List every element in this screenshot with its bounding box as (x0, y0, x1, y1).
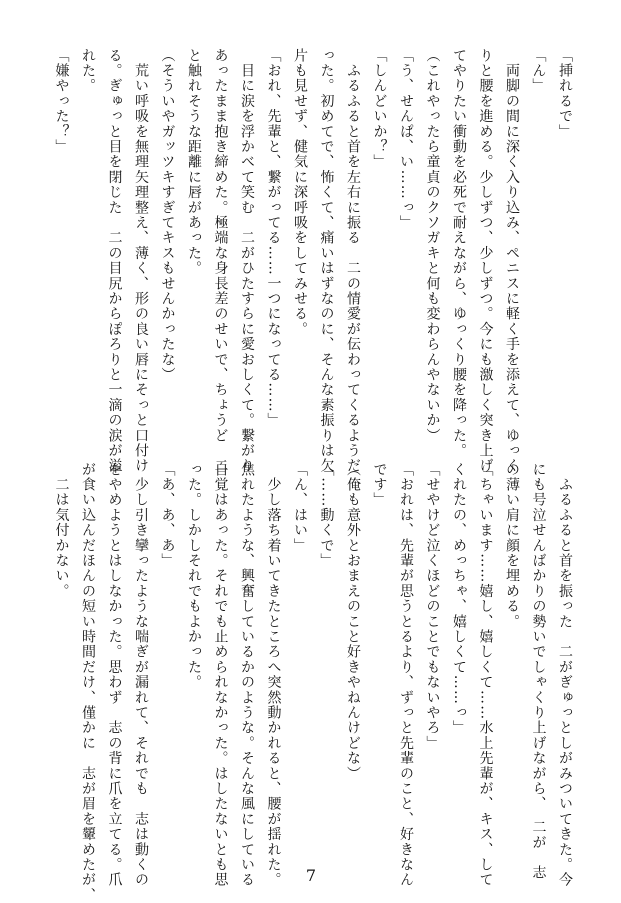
text-column: 少し引き攣ったような喘ぎが漏れて、それでも 志は動くの (133, 462, 149, 888)
text-column: 目に涙を浮かべて笑む 二がひたすらに愛おしくて。繋がり (239, 48, 255, 474)
text-column: （これやったら童貞のクソガキと何も変わらんやないか） (424, 48, 441, 444)
text-column: 「挿れるで」 (557, 48, 573, 140)
text-column: です」 (371, 462, 388, 508)
text-column: 荒い呼吸を無理矢理整え、薄く、形の良い唇にそっと口付け (133, 48, 149, 474)
text-column: 「ん」 (530, 48, 547, 94)
text-column: 「せやけど泣くほどのことでもないやろ」 (424, 462, 441, 751)
text-column: の薄い肩に顔を埋める。 (504, 462, 520, 630)
text-column: 片も見せず、健気に深呼吸をしてみせる。 (292, 48, 308, 337)
text-column: 「う、せんぱ、い……っ」 (398, 48, 414, 231)
text-column: 少し落ち着いてきたところへ突然動かれると、腰が揺れた。 (265, 462, 282, 888)
text-column: 「ん、はい」 (292, 462, 308, 554)
text-column: をやめようとはしなかった。思わず 志の背に爪を立てる。爪 (106, 462, 123, 888)
text-column: ふるふると首を振った 二がぎゅっとしがみついてきた。今 (557, 462, 573, 888)
text-column: （そういやガッツキすぎてキスもせんかったな） (159, 48, 176, 383)
text-column: る。ぎゅっと目を閉じた 二の目尻からぽろりと一滴の涙が溢 (106, 48, 123, 474)
text-column: 「嫌やった？」 (53, 48, 70, 155)
text-column: れた。 (80, 48, 96, 94)
text-column: った。しかしそれでもよかった。 (186, 462, 202, 690)
text-column: てやりたい衝動を必死で耐えながら、ゆっくり腰を降った。 (451, 48, 467, 459)
text-column: 自覚はあった。それでも止められなかった。はしたないとも思 (212, 462, 229, 888)
text-column: （俺も意外とおまえのこと好きやねんけどな） (345, 462, 361, 782)
text-column: 「おれ、先輩と、繋がってる……一つになってる……」 (265, 48, 282, 428)
text-column: 焦れたような、興奮しているかのような。そんな風にしている (239, 462, 255, 888)
text-column: 「……動くで」 (318, 462, 335, 569)
text-column: った。初めてで、怖くて、痛いはずなのに、そんな素振りは欠 (318, 48, 335, 474)
text-column: ふるふると首を左右に振る 二の情愛が伝わってくるようだ (345, 48, 361, 474)
text-column: 「おれは、先輩が思うとるより、ずっと先輩のこと、好きなん (398, 462, 414, 888)
text-column: 二は気付かない。 (53, 462, 70, 599)
text-column: 「ちゃいます……嬉し、嬉しくて……水上先輩が、キス、して (477, 462, 494, 888)
text-column: 両脚の間に深く入り込み、ペニスに軽く手を添えて、ゆっく (504, 48, 520, 474)
text-column: くれたの、めっちゃ、嬉しくて……っ」 (451, 462, 467, 736)
text-column: が食い込んだほんの短い時間だけ、僅かに 志が眉を顰めたが、 (80, 462, 96, 903)
text-column: 「あ、あ、あ」 (159, 462, 176, 569)
page-number: 7 (305, 866, 317, 885)
text-column: にも号泣せんばかりの勢いでしゃくり上げながら、 二が 志 (530, 462, 547, 881)
text-column: りと腰を進める。少しずつ、少しずつ。今にも激しく突き上げ (477, 48, 494, 474)
text-column: 「しんどいか？」 (371, 48, 388, 170)
text-column: と触れそうな距離に唇があった。 (186, 48, 202, 276)
text-column: あったまま抱き締めた。極端な身長差のせいで、ちょうど 二 (212, 48, 229, 474)
